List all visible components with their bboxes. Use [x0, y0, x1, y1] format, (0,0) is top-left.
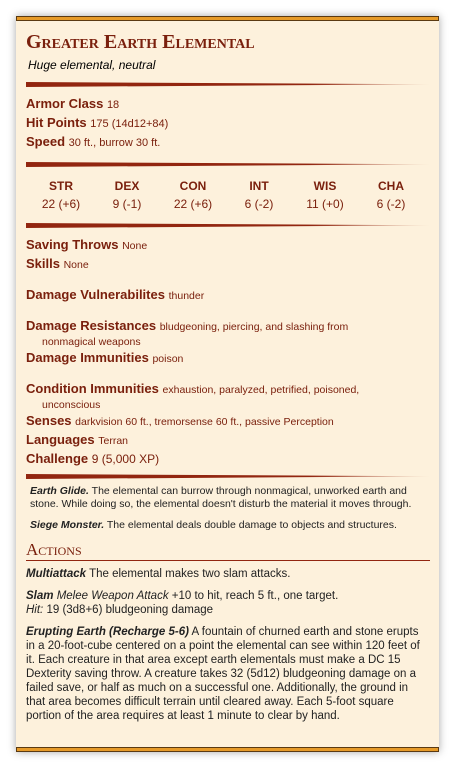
- damage-immunities: Damage Immunities poison: [26, 350, 184, 365]
- divider: [26, 162, 430, 167]
- damage-vulnerabilities: Damage Vulnerabilites thunder: [26, 287, 205, 302]
- ability-int: INT 6 (-2): [244, 179, 274, 211]
- trait-earth-glide: Earth Glide. The elemental can burrow through nonmagical, unworked earth and stone. While doing so, the elemental doesn't disturb the material it moves through.: [30, 485, 412, 510]
- stat-block: [16, 16, 439, 752]
- ability-str: STR 22 (+6): [41, 179, 81, 211]
- ability-scores: [26, 175, 430, 213]
- condition-immunities: Condition Immunities exhaustion, paralyzed, petrified, poisoned,: [26, 381, 360, 396]
- damage-resistances: Damage Resistances bludgeoning, piercing, and slashing from: [26, 318, 349, 333]
- creature-name: Greater Earth Elemental: [26, 31, 255, 53]
- damage-resistances-cont: nonmagical weapons: [42, 336, 141, 348]
- armor-class: Armor Class 18: [26, 96, 120, 111]
- languages: Languages Terran: [26, 432, 129, 447]
- creature-type: Huge elemental, neutral: [28, 58, 156, 72]
- bottom-border: [16, 747, 439, 752]
- challenge: Challenge 9 (5,000 XP): [26, 451, 160, 466]
- skills: Skills None: [26, 256, 89, 271]
- actions-heading: Actions: [26, 540, 430, 561]
- ability-cha: CHA 6 (-2): [376, 179, 406, 211]
- trait-siege-monster: Siege Monster. The elemental deals double damage to objects and structures.: [30, 519, 397, 531]
- condition-immunities-cont: unconscious: [42, 399, 101, 411]
- saving-throws: Saving Throws None: [26, 237, 148, 252]
- divider: [26, 82, 430, 87]
- senses: Senses darkvision 60 ft., tremorsense 60 ft., passive Perception: [26, 413, 334, 428]
- hit-points: Hit Points 175 (14d12+84): [26, 115, 169, 130]
- speed: Speed 30 ft., burrow 30 ft.: [26, 134, 161, 149]
- ability-con: CON 22 (+6): [173, 179, 213, 211]
- divider: [26, 223, 430, 228]
- top-border: [16, 16, 439, 21]
- action-erupting-earth: Erupting Earth (Recharge 5-6) A fountain of churned earth and stone erupts in a 20-foot-cube centered on a point the elemental can see within 120 feet of it. Each creature in that area except earth elementals must make a DC 15 Dexterity saving throw. A creature takes 32 (5d12) bludgeoning damage on a failed save, or half as much on a successful one. Additionally, the ground in that area becomes difficult terrain until cleared away. Each 5-foot square portion of the area requires at least 1 minute to clear by hand.: [26, 626, 420, 722]
- action-multiattack: Multiattack The elemental makes two slam attacks.: [26, 568, 291, 580]
- divider: [26, 474, 430, 479]
- ability-wis: WIS 11 (+0): [306, 179, 344, 211]
- stat-block-content: [26, 30, 430, 731]
- ability-dex: DEX 9 (-1): [112, 179, 142, 211]
- action-slam: Slam Melee Weapon Attack +10 to hit, reach 5 ft., one target. Hit: 19 (3d8+6) bludgeoning damage: [26, 590, 339, 616]
